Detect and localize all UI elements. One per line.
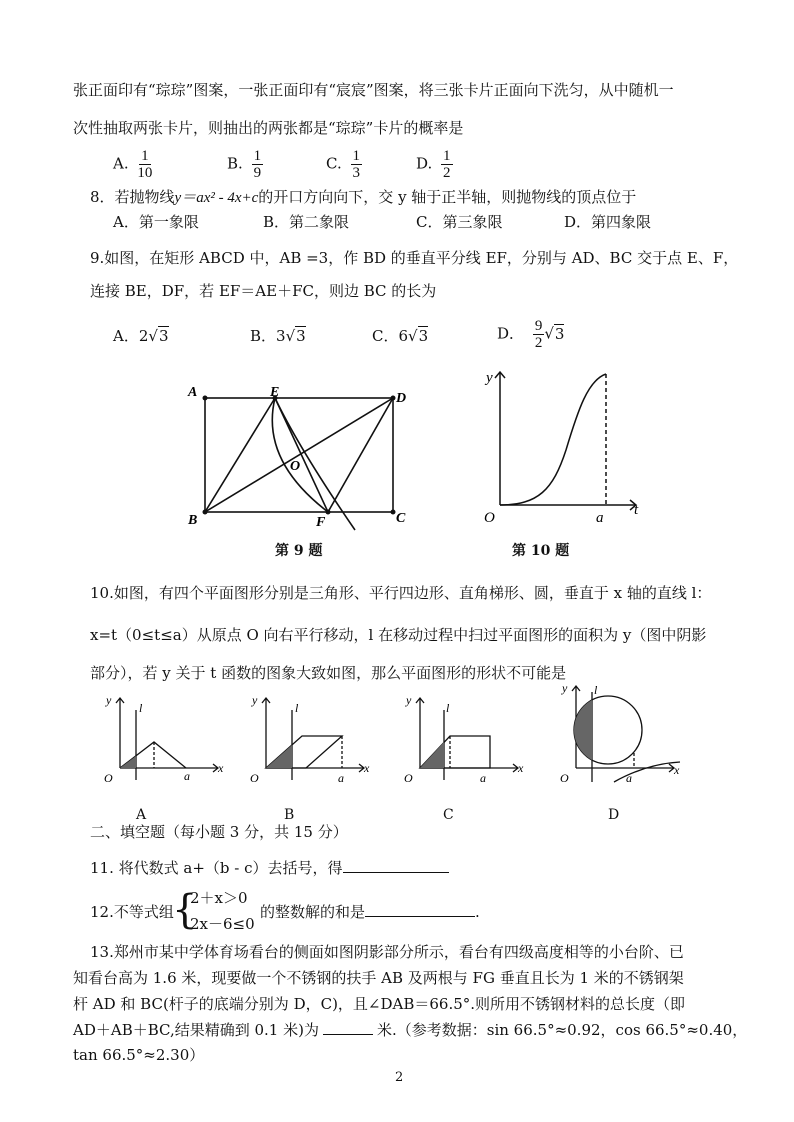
q9-option-a: A．2√3 — [113, 327, 169, 345]
label-c: C — [396, 511, 406, 526]
q13-line1: 13.郑州市某中学体育场看台的侧面如图阴影部分所示，看台有四级高度相等的小台阶、已 — [90, 943, 684, 961]
q10-caption-c: C — [443, 807, 454, 823]
q10-panel-a — [100, 690, 230, 790]
q10-line1: 10.如图，有四个平面图形分别是三角形、平行四边形、直角梯形、圆，垂直于 x 轴的直线 l： — [90, 584, 712, 602]
fig10-caption: 第 10 题 — [512, 543, 570, 559]
svg-text:l: l — [446, 701, 450, 715]
q12-ineq1: 2＋x＞0 — [190, 889, 248, 907]
q7-option-b: B. $\frac{1}{9}$ — [227, 148, 262, 181]
q11: 11. 将代数式 a+（b - c）去括号，得 — [90, 858, 449, 878]
q9-option-c: C．6√3 — [372, 327, 429, 345]
q10-caption-d: D — [608, 807, 620, 823]
fig10-origin: O — [484, 510, 495, 526]
q10-panel-b — [246, 690, 376, 790]
svg-text:l: l — [594, 683, 598, 697]
q8-option-b: B．第二象限 — [263, 213, 350, 231]
q13-line2: 知看台高为 1.6 米，现要做一个不锈钢的扶手 AB 及两根与 FG 垂直且长为 1 米的不锈钢架 — [73, 969, 684, 987]
q9-option-d: D． $\frac{9}{2}$ √3 — [497, 318, 565, 351]
q7-option-a: A. $\frac{1}{10}$ — [113, 148, 153, 181]
q10-line3: 部分），若 y 关于 t 函数的图象大致如图，那么平面图形的形状不可能是 — [90, 664, 567, 682]
svg-text:y: y — [406, 693, 412, 707]
brace: { — [172, 887, 198, 933]
svg-text:O: O — [104, 771, 113, 785]
fig10-t-label: t — [634, 502, 639, 518]
q10-caption-b: B — [284, 807, 295, 823]
arc-1 — [275, 398, 355, 530]
svg-text:O: O — [560, 771, 569, 785]
curve-y-t — [500, 374, 606, 505]
q8-option-d: D．第四象限 — [564, 213, 652, 231]
q13-line3: 杆 AD 和 BC(杆子的底端分别为 D，C)，且∠DAB＝66.5°.则所用不锈钢材料的总长度（即 — [73, 995, 686, 1013]
q12-ineq2: 2x－6≤0 — [190, 915, 255, 933]
svg-text:O: O — [250, 771, 259, 785]
q7-line1: 张正面印有“琮琮”图案，一张正面印有“宸宸”图案，将三张卡片正面向下洗匀，从中随机一 — [73, 81, 674, 99]
q10-panel-d — [556, 678, 686, 790]
page-number: 2 — [395, 1070, 404, 1085]
q9-line2: 连接 BE，DF，若 EF＝AE＋FC，则边 BC 的长为 — [90, 282, 437, 300]
fig9-caption: 第 9 题 — [275, 543, 323, 559]
svg-text:a: a — [626, 771, 632, 785]
fig10-a-label: a — [596, 510, 604, 526]
label-e: E — [270, 385, 280, 400]
label-a: A — [188, 385, 198, 400]
section-2-heading: 二、填空题（每小题 3 分，共 15 分） — [90, 823, 348, 841]
label-b: B — [188, 513, 198, 528]
q7-option-c: C. $\frac{1}{3}$ — [326, 148, 360, 181]
q7-line2: 次性抽取两张卡片，则抽出的两张都是“琮琮”卡片的概率是 — [73, 119, 464, 137]
label-o: O — [290, 459, 301, 474]
svg-text:a: a — [184, 769, 190, 783]
label-f: F — [316, 515, 326, 530]
figure-9 — [180, 380, 420, 530]
svg-text:O: O — [404, 771, 413, 785]
svg-text:l: l — [139, 701, 143, 715]
svg-text:l: l — [295, 701, 299, 715]
svg-text:y: y — [252, 693, 258, 707]
q13-line5: tan 66.5°≈2.30） — [73, 1046, 205, 1064]
diagonal-bd — [205, 398, 393, 512]
svg-text:y: y — [562, 681, 568, 695]
svg-text:x: x — [518, 761, 524, 775]
q8-stem: 8．若抛物线y＝ax² - 4x+c的开口方向向下，交 y 轴于正半轴，则抛物线的顶点位于 — [90, 188, 637, 206]
q12-suffix: 的整数解的和是 . — [260, 903, 480, 921]
q9-option-b: B．3√3 — [250, 327, 306, 345]
q13-line4: AD＋AB＋BC,结果精确到 0.1 米)为 米.（参考数据：sin 66.5°≈0.92，cos 66.5°≈0.40， — [73, 1021, 748, 1039]
segment-be — [205, 398, 275, 512]
fig10-y-label: y — [486, 370, 493, 386]
q10-line2: x=t（0≤t≤a）从原点 O 向右平行移动，l 在移动过程中扫过平面图形的面积为 y（图中阴影 — [90, 626, 707, 644]
label-d: D — [396, 391, 407, 406]
q9-line1: 9.如图，在矩形 ABCD 中，AB =3，作 BD 的垂直平分线 EF，分别与 AD、BC 交于点 E、F， — [90, 249, 739, 267]
svg-text:x: x — [674, 763, 680, 777]
q12-prefix: 12.不等式组 — [90, 903, 174, 921]
q10-caption-a: A — [136, 807, 147, 823]
segment-df — [328, 398, 393, 512]
svg-text:a: a — [480, 771, 486, 785]
q7-option-d: D. $\frac{1}{2}$ — [416, 148, 451, 181]
svg-text:y: y — [106, 693, 112, 707]
svg-text:x: x — [218, 761, 224, 775]
svg-text:x: x — [364, 761, 370, 775]
figure-10 — [478, 360, 648, 530]
q8-option-c: C．第三象限 — [416, 213, 503, 231]
q8-option-a: A．第一象限 — [113, 213, 199, 231]
svg-text:a: a — [338, 771, 344, 785]
q10-panel-c — [400, 690, 530, 790]
